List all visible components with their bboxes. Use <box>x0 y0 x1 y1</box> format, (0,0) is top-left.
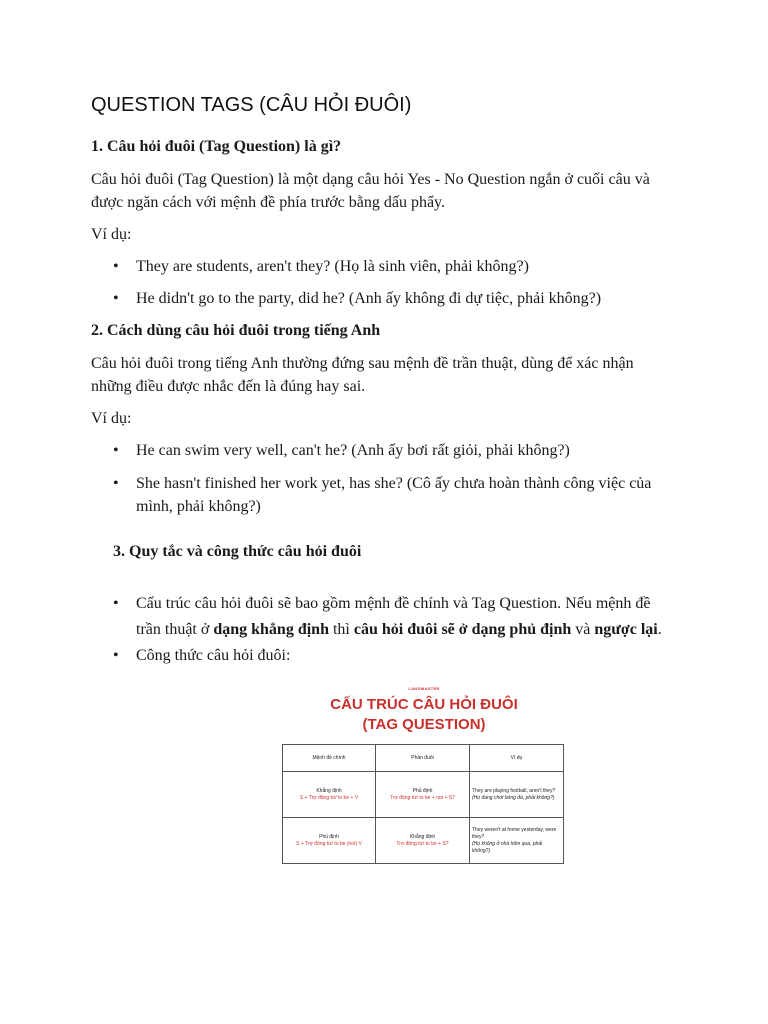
bullet-icon: • <box>113 647 119 664</box>
bullet-icon: • <box>113 442 119 459</box>
table-cell: Phủ định S + Trợ động từ/ to be (not) V <box>283 818 376 864</box>
section3-heading: 3. Quy tắc và công thức câu hỏi đuôi <box>113 543 362 560</box>
table-cell: They weren't at home yesterday, were they? (Họ không ở nhà hôm qua, phải không?) <box>470 818 564 864</box>
section2-heading: 2. Cách dùng câu hỏi đuôi trong tiếng Anh <box>91 322 381 339</box>
column-header: Phần đuôi <box>376 745 470 772</box>
bullet-icon: • <box>113 258 119 275</box>
bullet-icon: • <box>113 475 119 492</box>
list-item-text: Cấu trúc câu hỏi đuôi sẽ bao gồm mệnh đề chính và Tag Question. Nếu mệnh đề trần thuật ở dạng khẳng định thì câu hỏi đuôi sẽ ở dạng phủ định và ngược lại. <box>136 595 662 638</box>
tag-question-infographic <box>273 682 575 876</box>
table-row <box>283 772 564 818</box>
table-cell: Khẳng định S + Trợ động từ/ to be + V <box>283 772 376 818</box>
list-item-text: He can swim very well, can't he? (Anh ấy bơi rất giỏi, phải không?) <box>136 442 570 459</box>
section2-paragraph: Câu hỏi đuôi trong tiếng Anh thường đứng sau mệnh đề trần thuật, dùng để xác nhận những điều được nhắc đến là đúng hay sai. <box>91 355 634 395</box>
page-title: QUESTION TAGS (CÂU HỎI ĐUÔI) <box>91 94 412 116</box>
table-row <box>283 818 564 864</box>
section1-example-label: Ví dụ: <box>91 226 132 243</box>
list-item-text: They are students, aren't they? (Họ là sinh viên, phải không?) <box>136 258 529 275</box>
table-header-row <box>283 745 564 772</box>
bullet-icon: • <box>113 290 119 307</box>
section2-example-label: Ví dụ: <box>91 410 132 427</box>
formula-table <box>282 744 564 864</box>
list-item-text: Công thức câu hỏi đuôi: <box>136 647 291 664</box>
column-header: Ví dụ <box>470 745 564 772</box>
section1-paragraph: Câu hỏi đuôi (Tag Question) là một dạng câu hỏi Yes - No Question ngắn ở cuối câu và được ngăn cách với mệnh đề phía trước bằng dấu phẩy. <box>91 171 650 211</box>
column-header: Mệnh đề chính <box>283 745 376 772</box>
list-item-text: She hasn't finished her work yet, has she? (Cô ấy chưa hoàn thành công việc của mình, phải không?) <box>136 475 652 515</box>
table-cell: Phủ định Trợ động từ/ to be + not + S? <box>376 772 470 818</box>
brand-logo: LANGMASTER <box>408 686 440 691</box>
table-cell: Khẳng định Trợ động từ/ to be + S? <box>376 818 470 864</box>
list-item-text: He didn't go to the party, did he? (Anh ấy không đi dự tiệc, phải không?) <box>136 290 602 307</box>
bullet-icon: • <box>113 595 119 612</box>
table-cell: They are playing football, aren't they? (Họ đang chơi bóng đá, phải không?) <box>470 772 564 818</box>
infographic-title: CẤU TRÚC CÂU HỎI ĐUÔI (TAG QUESTION) <box>330 696 518 733</box>
section1-heading: 1. Câu hỏi đuôi (Tag Question) là gì? <box>91 138 342 155</box>
